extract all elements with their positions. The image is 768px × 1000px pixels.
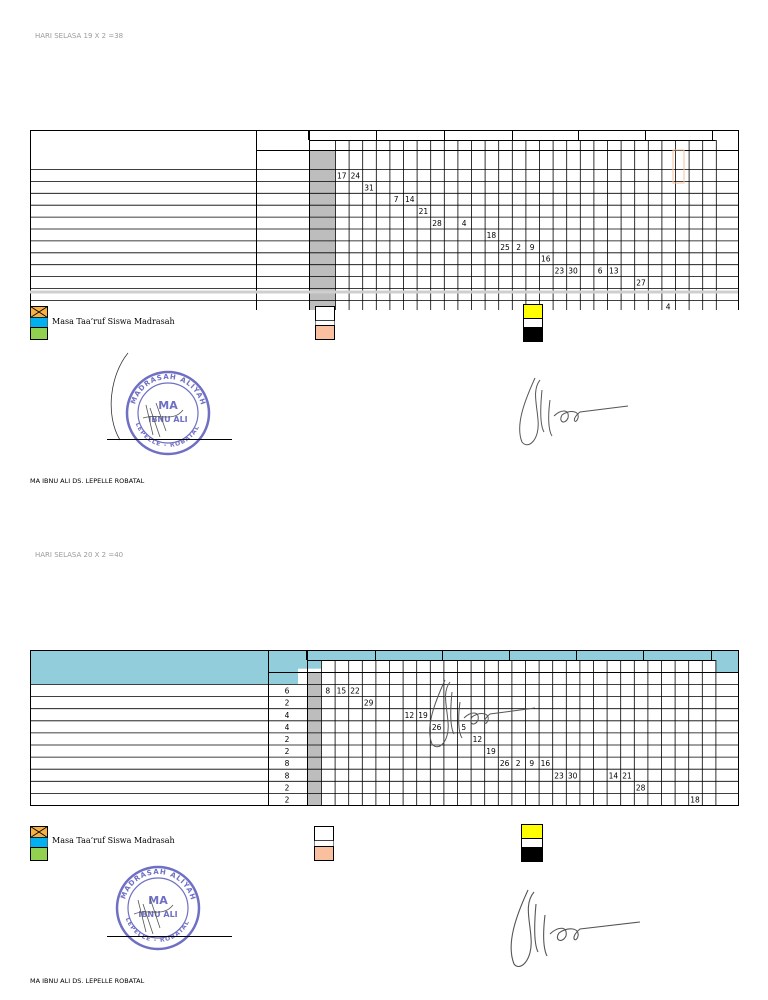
date-cell: 9 [529, 242, 535, 252]
date-cell: 14 [608, 771, 619, 781]
hour-count-cell: 8 [284, 759, 290, 769]
date-cell: 12 [472, 735, 483, 744]
date-cell: 16 [540, 759, 551, 769]
signature-overlay-table-2 [420, 672, 540, 757]
hour-count-cell: 4 [284, 722, 290, 732]
svg-text:IBNU ALI: IBNU ALI [138, 910, 178, 919]
legend-peach-box-1 [315, 306, 335, 340]
section2-title: HARI SELASA 20 X 2 =40 [35, 551, 124, 559]
date-cell: 17 [337, 171, 347, 181]
school-footer-2: MA IBNU ALI DS. LEPELLE ROBATAL [30, 977, 145, 985]
svg-text:LEPELLE - ROBATAL: LEPELLE - ROBATAL [133, 421, 202, 450]
signature-line-left-1 [107, 439, 232, 440]
hour-count-cell: 4 [284, 710, 290, 720]
date-cell: 15 [336, 686, 347, 696]
date-cell: 16 [541, 254, 551, 264]
date-cell: 8 [325, 686, 331, 696]
date-cell: 22 [350, 686, 360, 696]
svg-text:IBNU ALI: IBNU ALI [148, 415, 188, 424]
date-cell: 21 [418, 207, 429, 217]
hour-count-cell: 2 [284, 698, 290, 708]
svg-text:MA: MA [158, 399, 178, 412]
legend-yellow-black-box-1 [523, 304, 543, 342]
calendar-table-1 [0, 0, 768, 310]
date-cell: 14 [405, 195, 415, 205]
signature-line-left-2 [107, 936, 232, 937]
date-cell: 9 [529, 759, 535, 769]
school-stamp-1 [100, 345, 240, 465]
hour-count-cell: 6 [284, 686, 290, 696]
date-cell: 18 [690, 795, 700, 805]
date-cell: 23 [554, 266, 565, 276]
legend-peach-box-2 [314, 826, 334, 861]
svg-text:MADRASAH ALIYAH: MADRASAH ALIYAH [129, 372, 208, 407]
legend-label-1: Masa Taa’ruf Siswa Madrasah [52, 317, 175, 326]
date-cell: 31 [364, 183, 374, 193]
date-cell: 19 [418, 710, 428, 720]
date-cell: 12 [404, 710, 415, 720]
hour-count-cell: 2 [284, 735, 290, 744]
handwritten-signature-2 [500, 882, 645, 977]
date-cell: 28 [635, 783, 646, 793]
legend-color-stack-1 [30, 306, 48, 340]
date-cell: 24 [350, 171, 361, 181]
hour-count-cell: 8 [284, 771, 290, 781]
date-cell: 18 [486, 230, 497, 240]
date-cell: 4 [461, 219, 467, 228]
date-cell: 26 [431, 722, 442, 732]
date-cell: 7 [393, 195, 399, 205]
date-cell: 2 [515, 759, 521, 769]
date-cell: 26 [499, 759, 510, 769]
date-cell: 28 [432, 219, 442, 228]
date-cell: 30 [568, 266, 578, 276]
school-footer-1: MA IBNU ALI DS. LEPELLE ROBATAL [30, 477, 145, 485]
date-cell: 25 [500, 242, 510, 252]
date-cell: 2 [516, 242, 521, 252]
school-stamp-2 [110, 860, 210, 955]
handwritten-signature-1 [510, 370, 635, 455]
svg-text:MADRASAH ALIYAH: MADRASAH ALIYAH [119, 867, 198, 902]
section1-title: HARI SELASA 19 X 2 =38 [35, 32, 124, 40]
date-cell: 6 [597, 266, 603, 276]
legend-color-stack-2 [30, 826, 48, 861]
svg-text:MA: MA [148, 894, 168, 907]
date-cell: 4 [665, 302, 671, 310]
date-cell: 23 [554, 771, 564, 781]
date-cell: 19 [486, 747, 496, 757]
date-cell: 30 [567, 771, 578, 781]
hour-count-cell: 2 [284, 783, 290, 793]
date-cell: 13 [609, 266, 619, 276]
svg-text:LEPELLE - ROBATAL: LEPELLE - ROBATAL [123, 916, 192, 945]
legend-yellow-black-box-2 [521, 824, 543, 862]
date-cell: 5 [461, 722, 467, 732]
date-cell: 21 [622, 771, 632, 781]
hour-count-cell: 2 [284, 795, 290, 805]
hour-count-cell: 2 [284, 747, 290, 757]
date-cell: 27 [636, 278, 646, 288]
legend-label-2: Masa Taa’ruf Siswa Madrasah [52, 836, 175, 845]
date-cell: 29 [363, 698, 374, 708]
